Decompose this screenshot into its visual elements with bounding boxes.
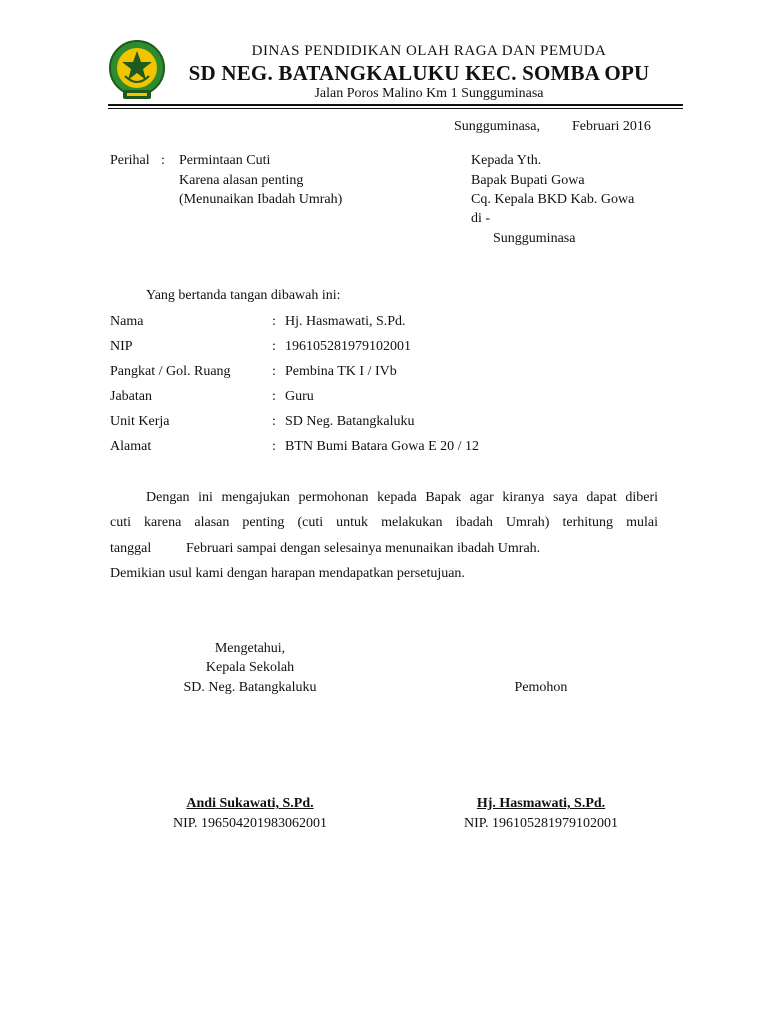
- field-value: Hj. Hasmawati, S.Pd.: [285, 314, 406, 329]
- field-label: NIP: [110, 339, 133, 354]
- acknowledge-text: Mengetahui,: [214, 641, 286, 656]
- field-value: 196105281979102001: [285, 339, 411, 354]
- signer-name-text: Andi Sukawati, S.Pd.: [186, 796, 314, 811]
- applicant-role: Pemohon: [514, 680, 568, 695]
- intro-text: Yang bertanda tangan dibawah ini:: [146, 288, 341, 303]
- body-line: cuti karena alasan penting (cuti untuk melakukan ibadah Umrah) terhitung mulai: [110, 515, 658, 530]
- field-label: Jabatan: [110, 389, 152, 404]
- recipient-line: di -: [471, 211, 491, 226]
- field-value: SD Neg. Batangkaluku: [285, 414, 415, 429]
- subject-line: Karena alasan penting: [179, 173, 304, 188]
- field-label: Nama: [110, 314, 144, 329]
- field-label: Pangkat / Gol. Ruang: [110, 364, 231, 379]
- subject-colon: :: [161, 153, 165, 168]
- field-colon: :: [272, 439, 276, 454]
- field-label: Alamat: [110, 439, 152, 454]
- place: Sungguminasa,: [454, 119, 540, 134]
- subject-label: Perihal: [110, 153, 150, 168]
- field-value: Guru: [285, 389, 314, 404]
- agency-name: DINAS PENDIDIKAN OLAH RAGA DAN PEMUDA: [251, 43, 607, 59]
- body-line: Dengan ini mengajukan permohonan kepada Bapak agar kiranya saya dapat diberi: [146, 490, 658, 505]
- recipient-line: Kepada Yth.: [471, 153, 542, 168]
- field-label: Unit Kerja: [110, 414, 170, 429]
- date: Februari 2016: [572, 119, 651, 134]
- school-name: SD NEG. BATANGKALUKU KEC. SOMBA OPU: [188, 61, 650, 85]
- body-line-rest: Februari sampai dengan selesainya menunaikan ibadah Umrah.: [186, 541, 541, 556]
- field-value: Pembina TK I / IVb: [285, 364, 397, 379]
- body-line-start: tanggal: [110, 541, 152, 556]
- signer-name: [150, 796, 350, 812]
- field-colon: :: [272, 314, 276, 329]
- recipient-line: Bapak Bupati Gowa: [471, 173, 585, 188]
- applicant-name-text: Hj. Hasmawati, S.Pd.: [476, 796, 606, 811]
- signer-nip: NIP. 196504201983062001: [172, 816, 327, 831]
- school-line: SD. Neg. Batangkaluku: [183, 680, 317, 695]
- closing-line: Demikian usul kami dengan harapan mendapatkan persetujuan.: [110, 566, 465, 581]
- recipient-city: Sungguminasa: [493, 231, 576, 246]
- subject-line: Permintaan Cuti: [179, 153, 271, 168]
- field-colon: :: [272, 414, 276, 429]
- headmaster-title: Kepala Sekolah: [205, 660, 295, 675]
- letterhead-rule-thin: [108, 108, 683, 109]
- field-colon: :: [272, 339, 276, 354]
- applicant-name: [441, 796, 641, 812]
- subject-line: (Menunaikan Ibadah Umrah): [179, 192, 343, 207]
- school-address: Jalan Poros Malino Km 1 Sungguminasa: [314, 86, 544, 101]
- applicant-nip: NIP. 196105281979102001: [463, 816, 618, 831]
- school-emblem-logo: [105, 38, 169, 102]
- letterhead-rule-thick: [108, 104, 683, 106]
- field-colon: :: [272, 389, 276, 404]
- field-colon: :: [272, 364, 276, 379]
- recipient-line: Cq. Kepala BKD Kab. Gowa: [471, 192, 635, 207]
- field-value: BTN Bumi Batara Gowa E 20 / 12: [285, 439, 480, 454]
